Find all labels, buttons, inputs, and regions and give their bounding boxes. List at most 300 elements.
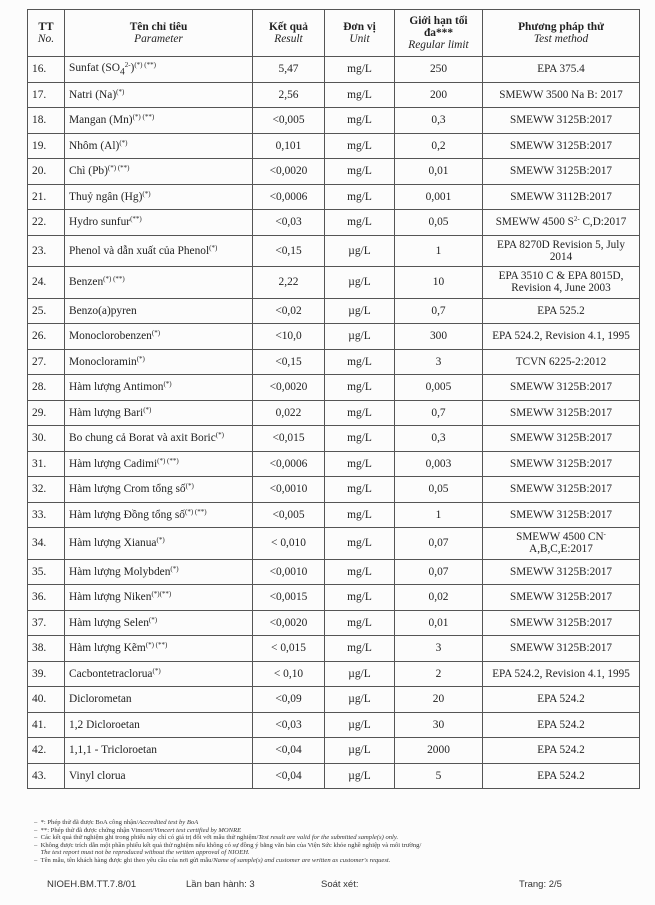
- result-value: 0,022: [253, 400, 325, 426]
- parameter-name: [65, 324, 253, 350]
- method-text: EPA 375.4: [537, 63, 585, 76]
- header-parameter: Tên chỉ tiêu Parameter: [65, 10, 253, 57]
- row-number: 39.: [28, 661, 65, 687]
- limit-value: 2000: [395, 738, 483, 764]
- page-number: Trang: 2/5: [519, 879, 562, 890]
- accreditation-mark: (*) (**): [145, 641, 168, 650]
- table-row: [28, 324, 640, 350]
- accreditation-mark: (*): [170, 564, 179, 573]
- row-number: 37.: [28, 610, 65, 636]
- table-row: [28, 559, 640, 585]
- row-number: 16.: [28, 57, 65, 83]
- limit-value: 0,07: [395, 559, 483, 585]
- unit-value: mg/L: [325, 559, 395, 585]
- method-text: TCVN 6225-2:2012: [515, 355, 607, 368]
- limit-value: 0,3: [395, 426, 483, 452]
- test-method: [483, 661, 640, 687]
- limit-value: 0,07: [395, 528, 483, 560]
- accreditation-mark: (*): [142, 189, 151, 198]
- parameter-name: [65, 108, 253, 134]
- test-method: [483, 763, 640, 789]
- unit-value: µg/L: [325, 763, 395, 789]
- unit-value: mg/L: [325, 375, 395, 401]
- accreditation-mark: (**): [130, 215, 142, 224]
- issue-number: Lần ban hành: 3: [186, 879, 255, 890]
- reviewer-label: Soát xét:: [321, 879, 359, 890]
- table-row: [28, 585, 640, 611]
- limit-value: 20: [395, 687, 483, 713]
- parameter-name: [65, 661, 253, 687]
- parameter-label: Mangan (Mn): [69, 114, 133, 127]
- row-number: 31.: [28, 451, 65, 477]
- unit-value: mg/L: [325, 184, 395, 210]
- method-text: SMEWW 3125B:2017: [509, 616, 613, 629]
- result-value: <10,0: [253, 324, 325, 350]
- result-value: <0,02: [253, 298, 325, 324]
- limit-value: 5: [395, 763, 483, 789]
- result-value: <0,04: [253, 763, 325, 789]
- test-method: [483, 298, 640, 324]
- parameter-name: [65, 502, 253, 528]
- parameter-label: Hàm lượng Crom tổng số: [69, 483, 186, 496]
- table-row: [28, 636, 640, 662]
- unit-value: µg/L: [325, 298, 395, 324]
- unit-value: mg/L: [325, 210, 395, 236]
- unit-value: mg/L: [325, 349, 395, 375]
- unit-value: mg/L: [325, 82, 395, 108]
- accreditation-mark: (*) (**): [184, 507, 207, 516]
- method-text: EPA 524.2: [537, 718, 585, 731]
- method-text: SMEWW 3125B:2017: [509, 139, 613, 152]
- footnote-vi: Các kết quả thử nghiệm ghi trong phiếu này chỉ có giá trị đối với mẫu thử nghiệm/: [40, 834, 259, 842]
- header-unit: Đơn vị Unit: [325, 10, 395, 57]
- parameter-label: Monocloramin: [69, 355, 137, 368]
- table-row: [28, 267, 640, 299]
- result-value: <0,005: [253, 502, 325, 528]
- parameter-name: [65, 585, 253, 611]
- test-method: [483, 426, 640, 452]
- table-row: [28, 298, 640, 324]
- parameter-label: 1,2 Dicloroetan: [69, 718, 140, 731]
- table-row: [28, 210, 640, 236]
- table-row: [28, 426, 640, 452]
- parameter-name: [65, 298, 253, 324]
- footnote-dash: –: [34, 826, 41, 834]
- unit-value: mg/L: [325, 636, 395, 662]
- unit-value: mg/L: [325, 400, 395, 426]
- unit-value: mg/L: [325, 477, 395, 503]
- row-number: 36.: [28, 585, 65, 611]
- parameter-label: Chì (Pb): [69, 165, 108, 178]
- test-method: [483, 687, 640, 713]
- unit-value: µg/L: [325, 324, 395, 350]
- test-method: [483, 712, 640, 738]
- row-number: 23.: [28, 235, 65, 267]
- table-row: [28, 82, 640, 108]
- parameter-label: Thuỷ ngân (Hg): [69, 190, 143, 203]
- parameter-name: [65, 763, 253, 789]
- method-text: EPA 524.2: [537, 693, 585, 706]
- table-row: [28, 451, 640, 477]
- accreditation-mark: (*): [148, 615, 158, 624]
- test-method: [483, 210, 640, 236]
- method-text: EPA 524.2: [537, 769, 585, 782]
- unit-value: mg/L: [325, 451, 395, 477]
- method-text: EPA 3510 C & EPA 8015D, Revision 4, June 2003: [498, 270, 624, 295]
- method-text: SMEWW 3125B:2017: [509, 508, 613, 521]
- test-method: [483, 159, 640, 185]
- parameter-label: Bo chung cả Borat và axit Boric: [69, 432, 216, 445]
- method-text: SMEWW 3125B:2017: [509, 591, 613, 604]
- result-value: <0,005: [253, 108, 325, 134]
- footnote-en: Vimcert test certified by MONRE: [154, 826, 242, 834]
- footnote-line: [34, 827, 634, 835]
- method-text: SMEWW 3125B:2017: [509, 483, 613, 496]
- test-method: [483, 108, 640, 134]
- formula-charge: 2-: [124, 60, 131, 69]
- footnote-line: [34, 842, 634, 850]
- table-row: [28, 133, 640, 159]
- footnote-line: [34, 819, 634, 827]
- limit-value: 300: [395, 324, 483, 350]
- parameter-name: [65, 559, 253, 585]
- method-text: SMEWW 3125B:2017: [509, 381, 613, 394]
- parameter-name: [65, 210, 253, 236]
- method-text: EPA 525.2: [537, 304, 585, 317]
- row-number: 38.: [28, 636, 65, 662]
- parameter-label: Cacbontetraclorua: [69, 667, 153, 680]
- limit-value: 0,7: [395, 400, 483, 426]
- table-row: [28, 184, 640, 210]
- result-value: <0,0006: [253, 451, 325, 477]
- unit-value: mg/L: [325, 133, 395, 159]
- parameter-label: Hàm lượng Xianua: [69, 537, 157, 550]
- test-method: [483, 477, 640, 503]
- result-value: <0,15: [253, 349, 325, 375]
- table-row: [28, 57, 640, 83]
- accreditation-mark: (*)(**): [151, 590, 172, 599]
- parameter-label: Vinyl clorua: [69, 769, 126, 782]
- accreditation-mark: (*) (**): [157, 456, 179, 465]
- row-number: 22.: [28, 210, 65, 236]
- parameter-name: [65, 451, 253, 477]
- footnote-vi: Không được trích dẫn một phần phiếu kết quả thử nghiệm nếu không có sự đồng ý bằng văn bản của Viện Sức khỏe nghề nghiệp và môi trường/: [40, 841, 422, 849]
- test-method: [483, 349, 640, 375]
- footnote-line: [34, 849, 634, 857]
- limit-value: 0,05: [395, 477, 483, 503]
- accreditation-mark: (*): [136, 354, 145, 363]
- result-value: <0,09: [253, 687, 325, 713]
- row-number: 30.: [28, 426, 65, 452]
- footnote-line: [34, 834, 634, 842]
- accreditation-mark: (*): [215, 431, 224, 440]
- parameter-name: [65, 159, 253, 185]
- method-text: SMEWW 4500 S: [495, 216, 574, 229]
- row-number: 28.: [28, 375, 65, 401]
- accreditation-mark: (*): [116, 87, 125, 96]
- limit-value: 3: [395, 349, 483, 375]
- parameter-label: Nhôm (Al): [69, 139, 120, 152]
- table-row: [28, 477, 640, 503]
- test-method: [483, 451, 640, 477]
- method-superscript: -: [603, 530, 606, 539]
- result-value: <0,0015: [253, 585, 325, 611]
- parameter-label: Hàm lượng Kẽm: [69, 642, 146, 655]
- unit-value: µg/L: [325, 267, 395, 299]
- limit-value: 250: [395, 57, 483, 83]
- limit-value: 0,001: [395, 184, 483, 210]
- method-text: SMEWW 3125B:2017: [509, 165, 613, 178]
- method-text: SMEWW 3125B:2017: [509, 457, 613, 470]
- table-row: [28, 610, 640, 636]
- accreditation-mark: (*) (**): [132, 113, 155, 122]
- test-method: [483, 324, 640, 350]
- footnote-en: Name of sample(s) and customer are written as customer's request.: [213, 856, 391, 864]
- result-value: <0,0020: [253, 610, 325, 636]
- accreditation-mark: (*): [119, 138, 128, 147]
- row-number: 35.: [28, 559, 65, 585]
- parameter-name: [65, 184, 253, 210]
- limit-value: 200: [395, 82, 483, 108]
- method-text: SMEWW 3125B:2017: [509, 432, 613, 445]
- result-value: 0,101: [253, 133, 325, 159]
- unit-value: mg/L: [325, 528, 395, 560]
- footnotes: [34, 819, 634, 865]
- row-number: 42.: [28, 738, 65, 764]
- result-value: <0,04: [253, 738, 325, 764]
- result-value: <0,03: [253, 210, 325, 236]
- result-value: <0,015: [253, 426, 325, 452]
- table-row: [28, 763, 640, 789]
- footnote-en: The test report must not be reproduced without the written approval of NIOEH.: [40, 849, 250, 857]
- footnote-dash: –: [34, 841, 41, 849]
- test-method: [483, 184, 640, 210]
- footnote-dash: –: [34, 856, 41, 864]
- parameter-label: Benzen: [69, 276, 104, 289]
- parameter-label: Hàm lượng Antimon: [69, 381, 164, 394]
- method-text: SMEWW 3125B:2017: [509, 642, 613, 655]
- parameter-name: [65, 400, 253, 426]
- result-value: <0,15: [253, 235, 325, 267]
- limit-value: 1: [395, 235, 483, 267]
- limit-value: 0,7: [395, 298, 483, 324]
- test-method: [483, 636, 640, 662]
- form-code: NIOEH.BM.TT.7.8/01: [47, 879, 137, 890]
- parameter-name: [65, 57, 253, 83]
- method-text: EPA 524.2: [537, 744, 585, 757]
- test-method: [483, 133, 640, 159]
- table-row: [28, 528, 640, 560]
- footnote-dash: –: [34, 834, 41, 842]
- method-text: EPA 8270D Revision 5, July 2014: [497, 238, 625, 263]
- limit-value: 0,003: [395, 451, 483, 477]
- limit-value: 10: [395, 267, 483, 299]
- parameter-label: 1,1,1 - Tricloroetan: [69, 744, 157, 757]
- table-row: [28, 400, 640, 426]
- footnote-dash: –: [34, 819, 41, 826]
- row-number: 17.: [28, 82, 65, 108]
- accreditation-mark: (*): [185, 482, 194, 491]
- unit-value: µg/L: [325, 738, 395, 764]
- method-text: EPA 524.2, Revision 4.1, 1995: [492, 667, 630, 680]
- parameter-label: Phenol và dẫn xuất của Phenol: [69, 244, 210, 257]
- parameter-name: [65, 687, 253, 713]
- header-limit: Giới hạn tối đa*** Regular limit: [395, 10, 483, 57]
- row-number: 24.: [28, 267, 65, 299]
- limit-value: 1: [395, 502, 483, 528]
- unit-value: µg/L: [325, 712, 395, 738]
- row-number: 20.: [28, 159, 65, 185]
- test-method: [483, 528, 640, 560]
- table-row: [28, 108, 640, 134]
- table-row: [28, 349, 640, 375]
- limit-value: 2: [395, 661, 483, 687]
- parameter-label: Hàm lượng Đồng tổng số: [69, 508, 185, 521]
- table-row: [28, 502, 640, 528]
- result-value: 5,47: [253, 57, 325, 83]
- unit-value: mg/L: [325, 159, 395, 185]
- footnote-vi: **: Phép thử đã được chứng nhận Vimcert/: [40, 826, 155, 834]
- parameter-label: Monoclorobenzen: [69, 330, 152, 343]
- parameter-name: [65, 375, 253, 401]
- limit-value: 0,02: [395, 585, 483, 611]
- parameter-label: Diclorometan: [69, 693, 132, 706]
- table-body: [28, 57, 640, 789]
- unit-value: mg/L: [325, 426, 395, 452]
- header-no: TT No.: [28, 10, 65, 57]
- parameter-name: [65, 477, 253, 503]
- parameter-label: Hàm lượng Niken: [69, 591, 152, 604]
- accreditation-mark: (*) (**): [107, 164, 130, 173]
- unit-value: mg/L: [325, 57, 395, 83]
- unit-value: mg/L: [325, 585, 395, 611]
- result-value: < 0,010: [253, 528, 325, 560]
- parameter-label: Hydro sunfur: [69, 216, 131, 229]
- method-text: SMEWW 4500 CN: [516, 531, 604, 544]
- accreditation-mark: (*): [151, 329, 161, 338]
- limit-value: 0,005: [395, 375, 483, 401]
- row-number: 41.: [28, 712, 65, 738]
- parameter-label: Hàm lượng Cadimi: [69, 457, 158, 470]
- parameter-label-end: ): [130, 61, 135, 74]
- accreditation-mark: (*): [152, 666, 161, 675]
- table-row: [28, 159, 640, 185]
- row-number: 40.: [28, 687, 65, 713]
- method-text: EPA 524.2, Revision 4.1, 1995: [492, 330, 630, 343]
- method-text-end: A,B,C,E:2017: [529, 543, 593, 556]
- footnote-en: Test result are valid for the submitted sample(s) only.: [258, 834, 399, 842]
- row-number: 18.: [28, 108, 65, 134]
- row-number: 25.: [28, 298, 65, 324]
- limit-value: 0,05: [395, 210, 483, 236]
- parameter-name: [65, 738, 253, 764]
- method-superscript: 2-: [573, 215, 580, 224]
- row-number: 27.: [28, 349, 65, 375]
- parameter-name: [65, 82, 253, 108]
- accreditation-mark: (*): [156, 536, 165, 545]
- table-row: [28, 712, 640, 738]
- table-row: [28, 375, 640, 401]
- result-value: <0,0006: [253, 184, 325, 210]
- parameter-name: [65, 712, 253, 738]
- result-value: <0,03: [253, 712, 325, 738]
- footnote-line: [34, 857, 634, 865]
- parameter-name: [65, 133, 253, 159]
- parameter-name: [65, 267, 253, 299]
- limit-value: 0,01: [395, 610, 483, 636]
- result-value: <0,0020: [253, 159, 325, 185]
- parameter-name: [65, 528, 253, 560]
- test-method: [483, 82, 640, 108]
- accreditation-mark: (*) (**): [103, 275, 125, 284]
- parameter-label: Hàm lượng Selen: [69, 616, 149, 629]
- test-method: [483, 400, 640, 426]
- test-method: [483, 559, 640, 585]
- result-value: < 0,015: [253, 636, 325, 662]
- table-row: [28, 738, 640, 764]
- result-value: 2,56: [253, 82, 325, 108]
- result-value: 2,22: [253, 267, 325, 299]
- test-method: [483, 610, 640, 636]
- row-number: 34.: [28, 528, 65, 560]
- parameter-name: [65, 349, 253, 375]
- page-footer: [0, 879, 655, 891]
- table-header: [28, 10, 640, 57]
- formula-subscript: 4: [119, 66, 125, 77]
- test-method: [483, 235, 640, 267]
- footnote-dash: [34, 849, 41, 856]
- footnote-vi: Tên mẫu, tên khách hàng được ghi theo yêu cầu của nơi gửi mẫu/: [40, 856, 214, 864]
- accreditation-mark: (*): [163, 380, 172, 389]
- parameter-name: [65, 235, 253, 267]
- accreditation-mark: (*): [143, 405, 152, 414]
- header-method: Phương pháp thử Test method: [483, 10, 640, 57]
- method-text: SMEWW 3500 Na B: 2017: [499, 88, 623, 101]
- parameter-name: [65, 636, 253, 662]
- method-text: SMEWW 3125B:2017: [509, 114, 613, 127]
- limit-value: 30: [395, 712, 483, 738]
- unit-value: mg/L: [325, 108, 395, 134]
- result-value: < 0,10: [253, 661, 325, 687]
- unit-value: mg/L: [325, 610, 395, 636]
- unit-value: mg/L: [325, 502, 395, 528]
- test-method: [483, 585, 640, 611]
- row-number: 33.: [28, 502, 65, 528]
- results-table: [27, 9, 640, 789]
- method-text: SMEWW 3125B:2017: [509, 565, 613, 578]
- row-number: 29.: [28, 400, 65, 426]
- result-value: <0,0020: [253, 375, 325, 401]
- row-number: 43.: [28, 763, 65, 789]
- parameter-label: Benzo(a)pyren: [69, 304, 137, 317]
- table-row: [28, 687, 640, 713]
- test-method: [483, 375, 640, 401]
- test-method: [483, 267, 640, 299]
- parameter-name: [65, 610, 253, 636]
- limit-value: 0,3: [395, 108, 483, 134]
- test-method: [483, 57, 640, 83]
- parameter-label: Sunfat (SO: [69, 61, 120, 74]
- footnote-vi: *: Phép thử đã được BoA công nhận/: [40, 819, 139, 826]
- result-value: <0,0010: [253, 477, 325, 503]
- table-row: [28, 661, 640, 687]
- parameter-label: Hàm lượng Bari: [69, 406, 144, 419]
- unit-value: µg/L: [325, 661, 395, 687]
- row-number: 19.: [28, 133, 65, 159]
- row-number: 32.: [28, 477, 65, 503]
- accreditation-mark: (*): [209, 243, 218, 252]
- limit-value: 0,01: [395, 159, 483, 185]
